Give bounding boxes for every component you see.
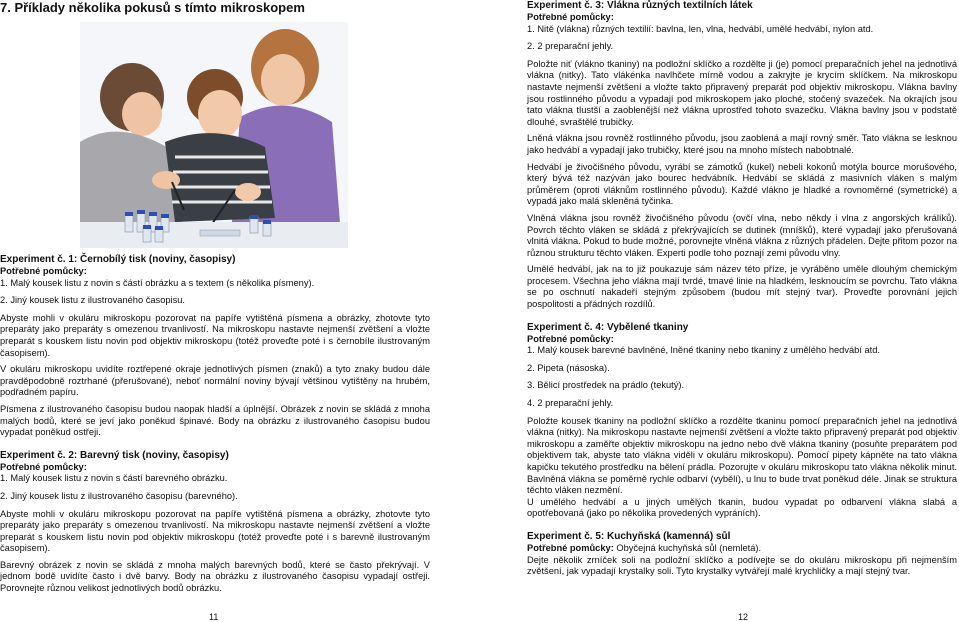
page-number-right: 12 [738, 612, 749, 622]
experiment-3-paragraph: Vlněná vlákna jsou rovněž živočišného původu (ovčí vlna, nebo někdy i vlna z angorských králíků). Povrch těchto vláken se skládá z překrývajících se dutinek (mníšků), které vypadají jako přerušovaná vlnitá vlákna. Pokud to bude možné, porovnejte vlněná vlákna z různých přádelen. Dejte přitom pozor na různou strukturu těchto vláken. Experti podle toho poznají zemi původu vlny. [527, 212, 957, 258]
experiment-5-needs-label: Potřebné pomůcky: [527, 542, 614, 553]
experiment-4-item: 4. 2 preparační jehly. [527, 398, 614, 409]
experiment-4-item: 1. Malý kousek barevné bavlněné, lněné tkaniny nebo tkaniny z umělého hedvábí atd. [527, 345, 880, 356]
experiment-1-paragraph: Abyste mohli v okuláru mikroskopu pozorovat na papíře vytištěná písmena a obrázky, zhotovte tyto preparáty jako preparáty s omezenou trvanlivostí. Na mikroskopu nastavte nejmenší zvětšení a vložte preparát s kouskem listu novin pod objektiv mikroskopu (totéž proveďte poté i s černobíle ilustrovaným časopisem). [0, 312, 430, 358]
experiment-2-item: 2. Jiný kousek listu z ilustrovaného časopisu (barevného). [0, 490, 238, 501]
left-text-column [0, 254, 430, 600]
experiment-4-needs-label: Potřebné pomůcky: [527, 333, 614, 344]
experiment-4-title: Experiment č. 4: Vybělené tkaniny [527, 321, 689, 333]
experiment-2-title: Experiment č. 2: Barevný tisk (noviny, časopisy) [0, 449, 229, 461]
experiment-3-paragraph: Položte niť (vlákno tkaniny) na podložní sklíčko a rozdělte ji (je) pomocí preparačních jehel na jednotlivá vlákna (nitky). Tato vlákénka navlhčete mírně vodou a zakryjte je krycím sklíčkem. Na mikroskopu nastavte nejmenší zvětšení a vložte takto připravený preparát pod objektiv mikroskopu. Vlákna bavlny jsou rostlinného původu a vypadají pod mikroskopem jako ploché, stočený svazeček. Na okrajích jsou tato vlákna tlustší a zaoblenější než vlákna uprostřed tohoto svazečku. Vlákna bavlny jsou v podstatě dlouhé, svraštělé trubičky. [527, 58, 957, 127]
photo-illustration [80, 22, 348, 248]
experiment-3-item: 1. Nitě (vlákna) různých textilií: bavlna, len, vlna, hedvábí, umělé hedvábí, nylon atd. [527, 23, 874, 34]
experiment-2-needs-label: Potřebné pomůcky: [0, 461, 87, 472]
experiment-1-item: 2. Jiný kousek listu z ilustrovaného časopisu. [0, 295, 185, 306]
experiment-5-needs [527, 543, 957, 555]
experiment-1-item: 1. Malý kousek listu z novin s částí obrázku a s textem (s několika písmeny). [0, 277, 315, 288]
experiment-3-item: 2. 2 preparační jehly. [527, 41, 614, 52]
experiment-2-paragraph: Abyste mohli v okuláru mikroskopu pozorovat na papíře vytištěná písmena a obrázky, zhotovte tyto preparáty jako preparáty s omezenou trvanlivostí. Na mikroskopu nastavte nejmenší zvětšení a vložte preparát s kouskem listu novin pod objektiv mikroskopu (totéž proveďte poté i s barevně ilustrovaným časopisem). [0, 508, 430, 554]
experiment-3-paragraph: Lněná vlákna jsou rovněž rostlinného původu, jsou zaoblená a mají rovný směr. Tato vlákna se lesknou jako hedvábí a vypadají jako trubičky, které jsou na mnoho místech nabobtnalé. [527, 133, 957, 155]
experiment-5-paragraph: Dejte několik zrníček soli na podložní sklíčko a podívejte se do okuláru mikroskopu při nejmenším zvětšení, jak vypadají krystalky soli. Tyto krystalky vytvářejí malé krychličky a mají stejný tvar. [527, 554, 957, 577]
page-number-left: 11 [209, 612, 219, 622]
right-text-column [527, 0, 957, 583]
experiment-2-paragraph: Barevný obrázek z novin se skládá z mnoha malých barevných bodů, které se často překrývají. V jednom bodě uvidíte často i dvě barvy. Body na obrázku z ilustrovaného časopisu vypadají ostřeji. Porovnejte různou velikost jednotlivých bodů obrázku. [0, 559, 430, 594]
experiment-2-item: 1. Malý kousek listu z novin s částí barevného obrázku. [0, 473, 228, 484]
chapter-heading: 7. Příklady několika pokusů s tímto mikroskopem [0, 0, 305, 15]
experiment-3-needs-label: Potřebné pomůcky: [527, 12, 614, 22]
experiment-1-paragraph: Písmena z ilustrovaného časopisu budou naopak hladší a úplnější. Obrázek z novin se skládá z mnoha malých bodů, které se jeví jako poněkud špinavé. Body na obrázku z ilustrovaného časopisu budou vypadat poněkud ostřeji. [0, 403, 430, 438]
experiment-3-title: Experiment č. 3: Vlákna různých textilních látek [527, 0, 753, 11]
experiment-4-paragraph: Položte kousek tkaniny na podložní sklíčko a rozdělte tkaninu pomocí preparačních jehel na jednotlivá vlákna (nitky). Na mikroskopu nastavte nejmenší zvětšení a vložte takto připravený preparát pod objektiv mikroskopu a zaměřte objektiv mikroskopu na jedno nebo dvě vlákna tkaniny (posuňte preparátem pod objektivem tak, abyste tato vlákna viděli v okuláru mikroskopu). Pomocí pipety kápněte na tato vlákna kapičku tekutého prostředku na bělení prádla. Pozorujte v okuláru mikroskopu tato vlákna několik minut. Bavlněná vlákna se poměrně rychle odbarví (vybělí), u lnu to bude trvat poněkud déle. Jinak se struktura těchto vláken nezmění. [527, 415, 957, 496]
experiment-1-title: Experiment č. 1: Černobílý tisk (noviny, časopisy) [0, 254, 236, 265]
right-page [527, 0, 959, 621]
experiment-1-paragraph: V okuláru mikroskopu uvidíte roztřepené okraje jednotlivých písmen (znaků) a tyto znaky budou dále pravděpodobně roztrhané (přerušované), neboť normální noviny bývají většinou vytištěny na hrubém, podřadném papíru. [0, 364, 430, 398]
experiment-5-needs-value: Obyčejná kuchyňská sůl (nemletá). [613, 542, 762, 553]
experiment-4-item: 2. Pipeta (násoska). [527, 362, 610, 373]
children-microscope-photo [80, 22, 348, 248]
experiment-4-item: 3. Bělicí prostředek na prádlo (tekutý). [527, 380, 685, 391]
experiment-5-title: Experiment č. 5: Kuchyňská (kamenná) sůl [527, 530, 731, 542]
experiment-3-paragraph: Hedvábí je živočišného původu, vyrábí se zámotků (kukel) nebeli kokonů motýla bource morušového, který bývá též nazýván jako bourec hedvábník. Hedvábí se skládá z masivních vláken s malým průměrem (oproti vláknům rostlinného původu). Každé vlákno je hladké a rovnoměrné (symetrické) a vypadá jako malá skleněná tyčinka. [527, 161, 957, 207]
experiment-3-paragraph: Umělé hedvábí, jak na to již poukazuje sám název této příze, je vyráběno uměle dlouhým chemickým procesem. Všechna jeho vlákna mají tvrdé, tmavé linie na hladkém, lesknoucím se povrchu. Tato vlákna se po oschnutí nakadeří stejným způsobem (budou mít stejný tvar). Proveďte porovnání jejich pospolitosti a přádných rozdílů. [527, 264, 957, 310]
experiment-4-paragraph: U umělého hedvábí a u jiných umělých tkanin, budou vypadat po odbarvení vlákna slabá a opotřebovaná (jako po několika provedených vypráních). [527, 496, 957, 519]
experiment-1-needs-label: Potřebné pomůcky: [0, 266, 87, 276]
